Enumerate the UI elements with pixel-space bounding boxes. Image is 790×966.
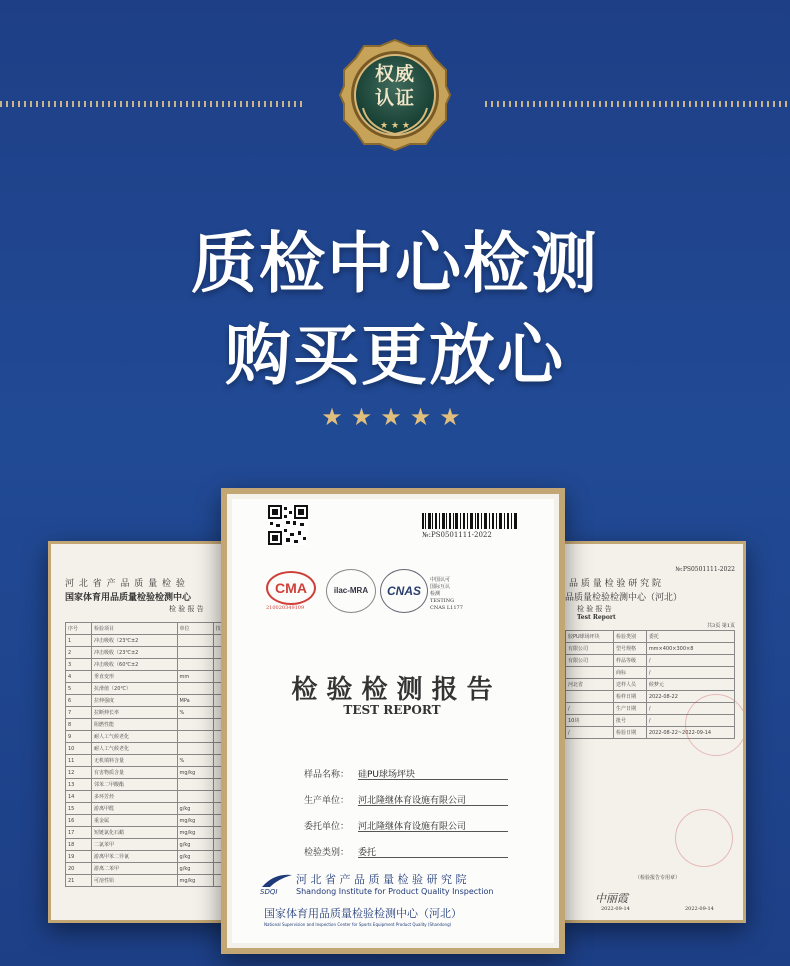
table-cell: 游离二苯甲 [92, 863, 178, 875]
sdqi-label: SDQI [260, 888, 278, 895]
left-doc-heading-1: 河 北 省 产 品 质 量 检 验 [65, 579, 186, 589]
table-cell: 2022-08-22~2022-09-14 [646, 727, 734, 739]
table-row [66, 839, 231, 851]
table-cell: 检样日期 [614, 691, 647, 703]
table-cell: 9 [66, 731, 92, 743]
table-cell: 7 [66, 707, 92, 719]
table-cell: 无机填料含量 [92, 755, 178, 767]
table-row [66, 803, 231, 815]
table-cell [177, 647, 213, 659]
official-seal-icon [675, 809, 733, 867]
table-cell: 16 [66, 815, 92, 827]
table-row [66, 707, 231, 719]
cnas-logo-icon: CNAS [380, 569, 428, 613]
table-cell [177, 731, 213, 743]
field-label: 生产单位： [304, 796, 350, 806]
table-cell: g/kg [177, 851, 213, 863]
table-row [66, 815, 231, 827]
official-seal-icon [685, 694, 746, 756]
table-row [66, 743, 231, 755]
decorative-rule-left [0, 101, 305, 107]
table-row [66, 647, 231, 659]
barcode-icon [422, 513, 518, 529]
table-cell: mg/kg [177, 767, 213, 779]
table-cell: 2022-08-22 [646, 691, 734, 703]
table-row [66, 827, 231, 839]
table-row [66, 731, 231, 743]
table-cell: 14 [66, 791, 92, 803]
table-cell: 河北省 [566, 679, 614, 691]
table-cell: 游离甲苯二异氰 [92, 851, 178, 863]
table-cell: 5 [66, 683, 92, 695]
field-value: 委托 [358, 845, 508, 858]
table-row [566, 655, 735, 667]
institute-name: 河 北 省 产 品 质 量 检 验 研 究 院 [296, 873, 467, 886]
table-row [66, 635, 231, 647]
table-cell: mg/kg [177, 827, 213, 839]
cma-logo-icon: CMA [266, 571, 316, 605]
table-cell: 6 [66, 695, 92, 707]
table-cell: % [177, 707, 213, 719]
table-cell: 二氯苯甲 [92, 839, 178, 851]
sdqi-logo-icon [258, 871, 294, 895]
table-cell: 胶PU球场坪块 [566, 631, 614, 643]
table-cell [566, 691, 614, 703]
table-row [66, 851, 231, 863]
field-value: 河北隆继体育设施有限公司 [358, 793, 508, 806]
right-doc-heading-3: 检 验 报 告 [577, 605, 612, 613]
table-cell: 2 [66, 647, 92, 659]
field-label: 检验类别： [304, 848, 350, 858]
table-cell: 拉断伸长率 [92, 707, 178, 719]
table-cell [177, 743, 213, 755]
badge-line-1: 权威 [374, 63, 415, 85]
table-cell: 有限公司 [566, 643, 614, 655]
table-row [66, 779, 231, 791]
table-cell: 耐人工气候老化 [92, 743, 178, 755]
center-name-en: National Supervision and Inspection Center for Sports Equipment Product Quality (Shandong) [264, 922, 452, 927]
table-cell: % [177, 755, 213, 767]
table-cell: / [646, 667, 734, 679]
right-doc-date-1: 2022-09-14 [601, 906, 630, 912]
report-page-right [562, 541, 746, 923]
table-cell: 垂直变形 [92, 671, 178, 683]
table-cell: 邻苯二甲酸酯 [92, 779, 178, 791]
table-cell: 游离甲醛 [92, 803, 178, 815]
badge-line-2: 认证 [374, 87, 415, 109]
table-cell: 送样人员 [614, 679, 647, 691]
table-cell [566, 667, 614, 679]
ilac-mra-logo-icon: ilac-MRA [326, 569, 376, 613]
table-cell: 拉伸强度 [92, 695, 178, 707]
table-cell: 生产日期 [614, 703, 647, 715]
right-doc-heading-4: Test Report [577, 614, 616, 621]
left-doc-heading-3: 检 验 报 告 [169, 605, 204, 613]
table-cell: 重金属 [92, 815, 178, 827]
table-cell [177, 635, 213, 647]
table-cell [177, 719, 213, 731]
table-cell: 商标 [614, 667, 647, 679]
table-header-cell: 序号 [66, 623, 92, 635]
table-cell: mm×400×300×8 [646, 643, 734, 655]
table-cell: / [646, 715, 734, 727]
table-row [566, 631, 735, 643]
table-cell: 委托 [646, 631, 734, 643]
right-doc-heading-2: 品质量检验检测中心（河北） [565, 593, 683, 603]
table-header-cell: 单位 [177, 623, 213, 635]
right-doc-number: №:PS0501111-2022 [675, 566, 735, 573]
right-doc-heading-1: 品 质 量 检 验 研 究 院 [569, 579, 662, 589]
table-cell: g/kg [177, 863, 213, 875]
table-row [66, 875, 231, 887]
table-header [66, 623, 231, 635]
report-page-left [48, 541, 234, 923]
institute-name-en: Shandong Institute for Product Quality Inspection [296, 887, 494, 896]
rating-stars-icon: ★★★★★ [321, 403, 469, 431]
svg-text:★ ★ ★: ★ ★ ★ [380, 121, 410, 131]
cnas-caption: 中国认可 国际互认 检测 TESTING CNAS L1177 [430, 577, 463, 611]
table-row [66, 767, 231, 779]
table-row [66, 659, 231, 671]
table-cell: 有限公司 [566, 655, 614, 667]
right-doc-seal-note: （检验报告专用章） [635, 875, 681, 881]
table-cell: mm [177, 671, 213, 683]
table-row [66, 719, 231, 731]
table-cell: / [566, 727, 614, 739]
table-cell: 有害物质含量 [92, 767, 178, 779]
report-title: 检 验 检 测 报 告 [291, 675, 493, 705]
table-cell: 冲击吸收（60℃±2 [92, 659, 178, 671]
table-header-cell: 技 [213, 623, 230, 635]
signature: 中丽霞 [595, 892, 628, 905]
table-cell: / [646, 703, 734, 715]
table-cell: 冲击吸收（23℃±2 [92, 635, 178, 647]
badge-label [338, 62, 452, 110]
table-cell: 多环芳烃 [92, 791, 178, 803]
table-cell: 19 [66, 851, 92, 863]
table-cell: 12 [66, 767, 92, 779]
headline-line-1: 质检中心检测 [191, 225, 599, 302]
table-cell [177, 779, 213, 791]
table-cell: 冲击吸收（23℃±2 [92, 647, 178, 659]
headline-line-2: 购买更放心 [225, 317, 565, 394]
table-row [66, 791, 231, 803]
table-cell: 型号规格 [614, 643, 647, 655]
table-cell: 18 [66, 839, 92, 851]
table-cell [177, 791, 213, 803]
left-doc-table [65, 622, 231, 887]
table-cell: 抗滑值（20℃） [92, 683, 178, 695]
left-doc-heading-2: 国家体育用品质量检验检测中心 [65, 593, 192, 603]
table-row [566, 679, 735, 691]
field-value: 硅PU球场坪块 [358, 767, 508, 780]
table-cell: 样品等级 [614, 655, 647, 667]
table-cell: 17 [66, 827, 92, 839]
table-cell: 8 [66, 719, 92, 731]
table-cell: 10 [66, 743, 92, 755]
table-row [66, 671, 231, 683]
table-cell: 20 [66, 863, 92, 875]
table-cell: 10块 [566, 715, 614, 727]
report-cover [221, 488, 565, 954]
table-cell: 候梦元 [646, 679, 734, 691]
table-cell [177, 659, 213, 671]
table-cell: 短链氯化石蜡 [92, 827, 178, 839]
center-name: 国家体育用品质量检验检测中心（河北） [264, 907, 462, 920]
table-header-cell: 检验项目 [92, 623, 178, 635]
table-cell: / [646, 655, 734, 667]
table-cell: / [566, 703, 614, 715]
table-cell: 13 [66, 779, 92, 791]
table-cell: 可溶性铅 [92, 875, 178, 887]
report-number: №:PS0501111-2022 [422, 531, 492, 539]
table-row [66, 863, 231, 875]
table-cell: 3 [66, 659, 92, 671]
table-cell: 11 [66, 755, 92, 767]
table-cell: mg/kg [177, 815, 213, 827]
table-cell: 阻燃性能 [92, 719, 178, 731]
table-cell [177, 683, 213, 695]
table-cell: 4 [66, 671, 92, 683]
right-doc-page: 共3页 第1页 [707, 623, 735, 629]
table-cell: 15 [66, 803, 92, 815]
table-cell: 检验类别 [614, 631, 647, 643]
table-row [66, 755, 231, 767]
table-cell: 批号 [614, 715, 647, 727]
table-row [66, 683, 231, 695]
table-cell: g/kg [177, 803, 213, 815]
table-row [566, 667, 735, 679]
table-cell: 耐人工气候老化 [92, 731, 178, 743]
table-row [566, 643, 735, 655]
field-value: 河北隆继体育设施有限公司 [358, 819, 508, 832]
field-label: 样品名称： [304, 770, 350, 780]
table-cell: 1 [66, 635, 92, 647]
qr-code-icon [268, 505, 308, 545]
right-doc-date-2: 2022-09-14 [685, 906, 714, 912]
table-cell: 检验日期 [614, 727, 647, 739]
table-cell: 21 [66, 875, 92, 887]
table-cell: MPa [177, 695, 213, 707]
field-label: 委托单位： [304, 822, 350, 832]
cma-number: 210020349109 [266, 605, 305, 611]
table-cell: mg/kg [177, 875, 213, 887]
report-title-en: TEST REPORT [343, 703, 441, 717]
table-cell: g/kg [177, 839, 213, 851]
table-row [66, 695, 231, 707]
decorative-rule-right [485, 101, 790, 107]
